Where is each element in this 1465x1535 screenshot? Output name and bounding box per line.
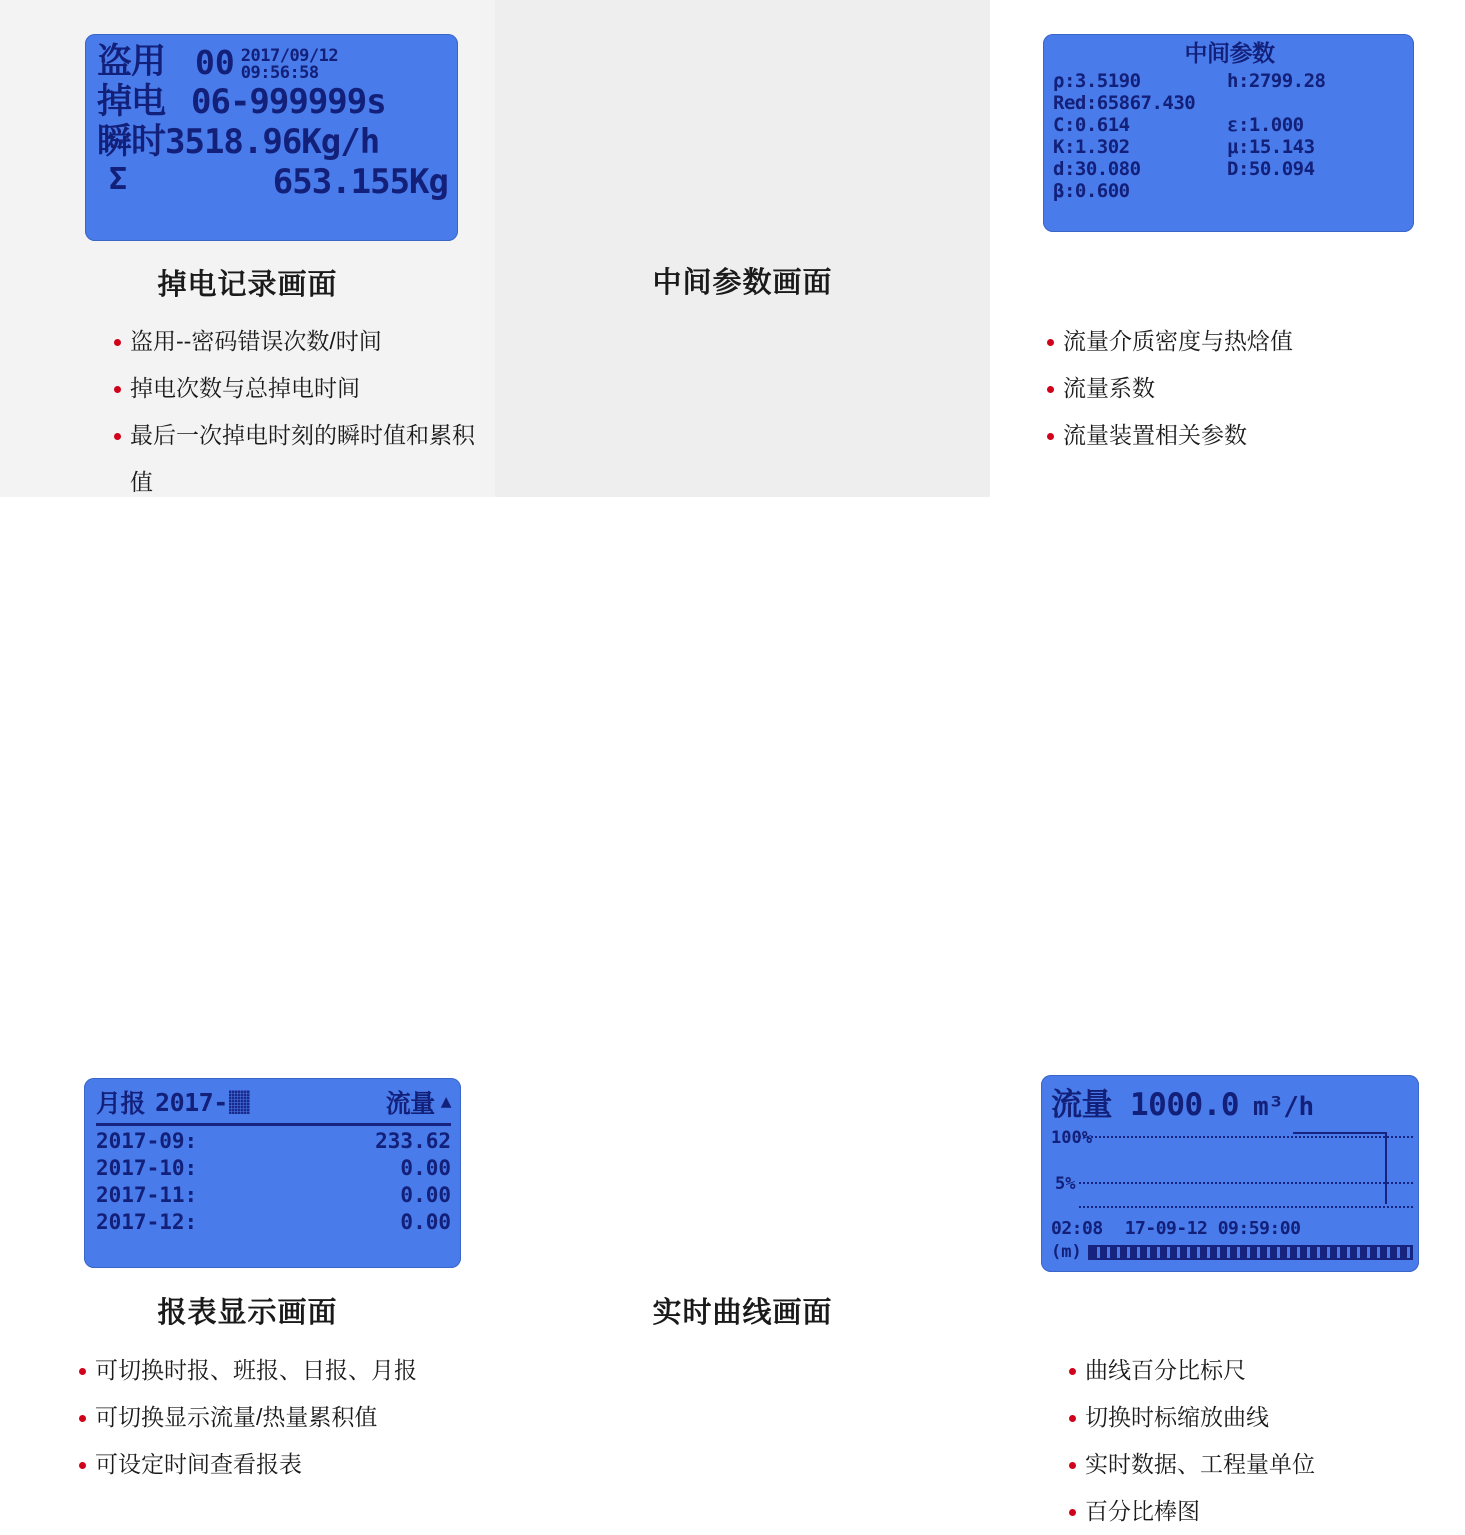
percentage-bar — [1088, 1245, 1413, 1260]
lcd-value-total: 653.155Kg — [272, 162, 448, 202]
lcd-param-blank — [1227, 92, 1406, 114]
lcd-time: 09:56:58 — [240, 63, 319, 83]
lcd-screen-power-failure — [85, 34, 458, 241]
lcd-title-parameters: 中间参数 — [1184, 41, 1275, 67]
list-item: 流量系数 — [1043, 365, 1423, 412]
report-period: 2017-12: — [96, 1210, 198, 1234]
lcd-datetime — [241, 48, 338, 82]
curve-trace-vertical — [1385, 1132, 1387, 1204]
lcd-report-header — [96, 1084, 451, 1120]
lcd-scale-top: 100% — [1051, 1128, 1092, 1148]
caption-curve: 实时曲线画面 — [652, 1297, 833, 1329]
chevron-up-icon[interactable]: ▲ — [440, 1094, 451, 1110]
lcd-param-row — [1053, 180, 1406, 202]
lcd-curve-barmeter — [1051, 1242, 1413, 1262]
report-period: 2017-11: — [96, 1183, 198, 1207]
lcd-screen-curve — [1041, 1075, 1419, 1272]
lcd-param-reynolds: Red:65867.430 — [1053, 92, 1196, 114]
panel-report-display — [0, 497, 495, 1477]
lcd-param-row — [1053, 158, 1406, 180]
report-period: 2017-09: — [96, 1129, 198, 1153]
list-item: 可切换时报、班报、日报、月报 — [75, 1347, 495, 1394]
lcd-param-d-large: D:50.094 — [1227, 158, 1315, 180]
report-value: 0.00 — [400, 1156, 451, 1180]
lcd-curve-plot — [1051, 1128, 1413, 1212]
lcd-scale-bottom: 5% — [1055, 1174, 1076, 1194]
lcd-report-year: 2017- — [155, 1087, 228, 1117]
lcd-date: 2017/09/12 — [240, 46, 339, 66]
lcd-param-k: K:1.302 — [1053, 136, 1130, 158]
lcd-screen-report — [84, 1078, 461, 1268]
lcd-param-row — [1053, 136, 1406, 158]
lcd-report-type: 月报 — [96, 1089, 146, 1118]
lcd-value-theft-count: 00 — [195, 43, 235, 82]
panel-realtime-curve — [495, 497, 1315, 1524]
lcd-report-metric: 流量 — [385, 1089, 435, 1118]
report-period: 2017-10: — [96, 1156, 198, 1180]
list-item: 最后一次掉电时刻的瞬时值和累积值 — [110, 412, 480, 506]
lcd-report-cursor[interactable] — [229, 1090, 250, 1114]
lcd-curve-timestamp: 17-09-12 09:59:00 — [1124, 1218, 1301, 1239]
bullet-list-curve — [1065, 1347, 1465, 1535]
lcd-report-metric-group — [386, 1084, 451, 1120]
table-row — [96, 1182, 451, 1209]
lcd-label-power-off: 掉电 — [97, 82, 166, 122]
lcd-curve-value: 1000.0 — [1130, 1087, 1239, 1123]
lcd-curve-timeline — [1051, 1218, 1413, 1239]
list-item: 百分比棒图 — [1065, 1488, 1465, 1535]
lcd-param-enthalpy: h:2799.28 — [1227, 70, 1326, 92]
report-value: 0.00 — [400, 1183, 451, 1207]
lcd-curve-header — [1051, 1079, 1413, 1124]
lcd-param-row — [1053, 114, 1406, 136]
lcd-label-total-sigma: Σ — [109, 162, 128, 197]
caption-power-failure: 掉电记录画面 — [157, 269, 338, 301]
lcd-param-row — [1053, 92, 1406, 114]
lcd-param-mu: μ:15.143 — [1227, 136, 1315, 158]
lcd-value-instant: 3518.96Kg/h — [165, 122, 380, 162]
list-item: 曲线百分比标尺 — [1065, 1347, 1465, 1394]
lcd-screen-parameters — [1043, 34, 1414, 232]
list-item: 切换时标缩放曲线 — [1065, 1394, 1465, 1441]
table-row — [96, 1209, 451, 1236]
lcd-param-c: C:0.614 — [1053, 114, 1130, 136]
lcd-curve-unit: m³/h — [1252, 1092, 1314, 1122]
list-item: 盗用--密码错误次数/时间 — [110, 318, 480, 365]
grid-line — [1079, 1136, 1413, 1138]
bullet-list-report — [75, 1347, 495, 1488]
lcd-curve-axis-unit: (m) — [1051, 1242, 1082, 1262]
lcd-label-instant: 瞬时 — [97, 122, 166, 162]
list-item: 可设定时间查看报表 — [75, 1441, 495, 1488]
list-item: 可切换显示流量/热量累积值 — [75, 1394, 495, 1441]
lcd-curve-title: 流量 — [1051, 1087, 1112, 1123]
lcd-param-d-small: d:30.080 — [1053, 158, 1141, 180]
bullet-list-parameters — [1043, 318, 1423, 459]
lcd-value-power-off: 06-999999s — [191, 82, 386, 122]
grid-line — [1079, 1206, 1413, 1208]
report-value: 0.00 — [400, 1210, 451, 1234]
lcd-param-row — [1053, 70, 1406, 92]
grid-line — [1079, 1182, 1413, 1184]
list-item: 实时数据、工程量单位 — [1065, 1441, 1465, 1488]
lcd-param-blank2 — [1227, 180, 1406, 202]
panel-intermediate-parameters — [495, 0, 1326, 497]
divider — [96, 1123, 451, 1126]
lcd-param-epsilon: ε:1.000 — [1227, 114, 1304, 136]
table-row — [96, 1155, 451, 1182]
curve-trace-horizontal — [1293, 1132, 1387, 1134]
lcd-param-density: ρ:3.5190 — [1053, 70, 1141, 92]
caption-parameters: 中间参数画面 — [652, 267, 833, 299]
table-row — [96, 1128, 451, 1155]
lcd-curve-timebase: 02:08 — [1051, 1218, 1103, 1239]
report-value: 233.62 — [375, 1129, 451, 1153]
list-item: 流量装置相关参数 — [1043, 412, 1423, 459]
lcd-param-beta: β:0.600 — [1053, 180, 1130, 202]
list-item: 掉电次数与总掉电时间 — [110, 365, 480, 412]
lcd-label-theft: 盗用 — [97, 42, 166, 82]
panel-power-failure-record — [0, 0, 495, 497]
list-item: 流量介质密度与热焓值 — [1043, 318, 1423, 365]
caption-report: 报表显示画面 — [157, 1297, 338, 1329]
bullet-list-power-failure — [110, 318, 480, 506]
